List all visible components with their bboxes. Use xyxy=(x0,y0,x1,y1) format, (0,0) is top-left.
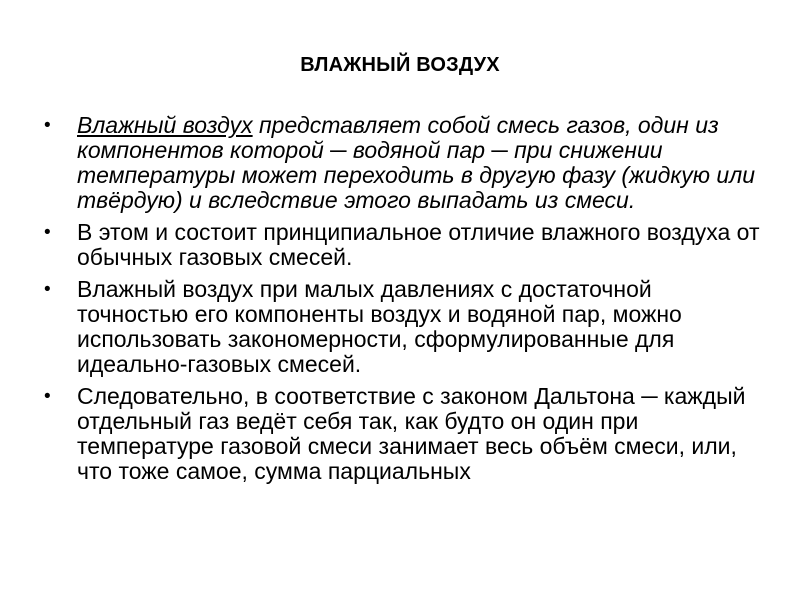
bullet-item xyxy=(44,220,764,270)
bullet-text xyxy=(77,112,755,213)
bullet-text: Влажный воздух при малых давлениях с достаточной точностью его компоненты воздух и водяной пар, можно использовать закономерности, сформулированные для идеально-газовых смесей. xyxy=(77,276,682,377)
bullet-text: Следовательно, в соответствие с законом Дальтона ─ каждый отдельный газ ведёт себя так, как будто он один при температуре газовой смеси занимает весь объём смеси, или, что тоже самое, сумма парциальных xyxy=(77,383,746,484)
bullet-item xyxy=(44,384,764,484)
bullet-icon: • xyxy=(44,222,51,243)
bullet-item xyxy=(44,277,764,377)
bullet-item xyxy=(44,113,764,213)
bullet-list xyxy=(44,113,764,491)
bullet-text-rest: представляет собой смесь газов, один из компонентов которой ─ водяной пар ─ при снижении температуры может переходить в другую фазу (жидкую или твёрдую) и вследствие этого выпадать из смеси. xyxy=(77,112,755,213)
bullet-icon: • xyxy=(44,279,51,300)
bullet-icon: • xyxy=(44,386,51,407)
slide-title: ВЛАЖНЫЙ ВОЗДУХ xyxy=(300,54,500,76)
bullet-text: В этом и состоит принципиальное отличие влажного воздуха от обычных газовых смесей. xyxy=(77,219,760,270)
defined-term: Влажный воздух xyxy=(77,112,253,138)
bullet-icon: • xyxy=(44,115,51,136)
